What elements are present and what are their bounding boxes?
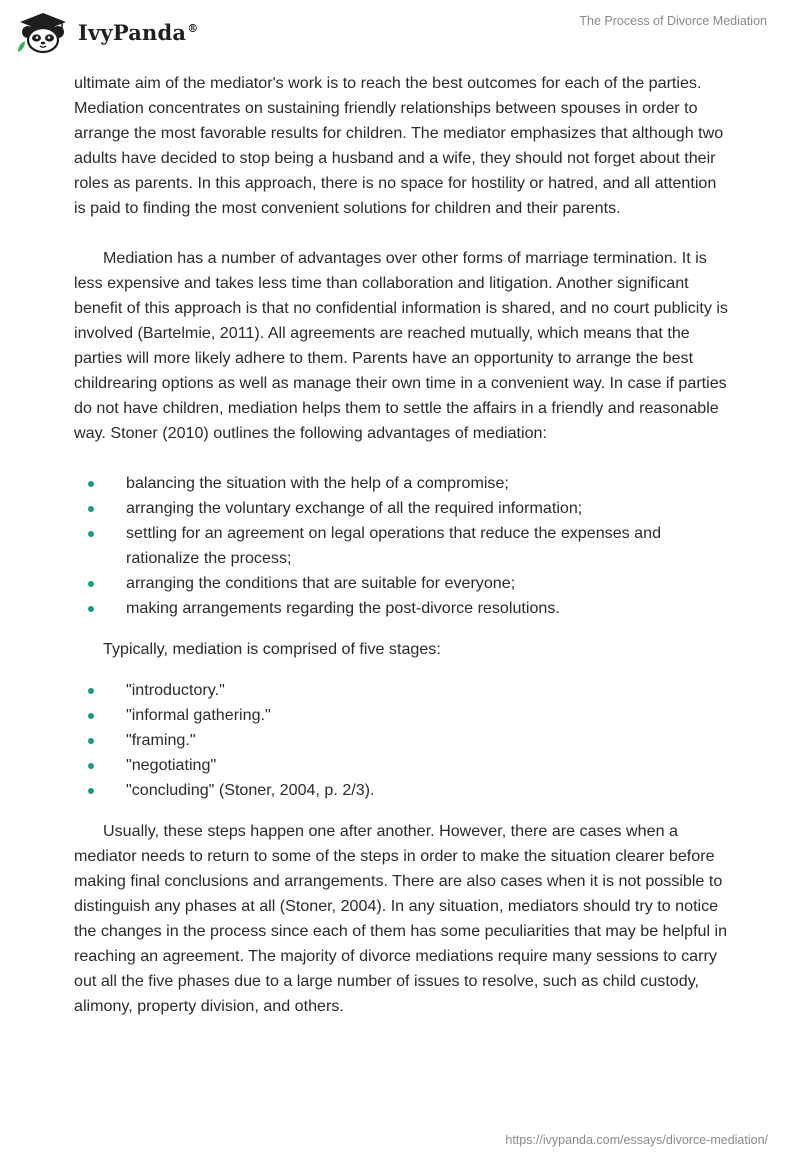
paragraph-advantages: Mediation has a number of advantages over other forms of marriage termination. It is less expensive and takes less time than collaboration and litigation. Another significant benefit of this approach is that no confidential information is shared, and no court publicity is involved (Bartelmie, 2011). All agreements are reached mutually, which means that the parties will more likely adhere to them. Parents have an opportunity to arrange the best childrearing options as well as manage their own time in a convenient way. In case if parties do not have children, mediation helps them to settle the affairs in a friendly and reasonable way. Stoner (2010) outlines the following advantages of mediation:: [74, 249, 728, 442]
list-item: "framing.": [74, 728, 729, 753]
source-url-link[interactable]: https://ivypanda.com/essays/divorce-mediation/: [505, 1133, 768, 1147]
document-title: The Process of Divorce Mediation: [579, 14, 767, 28]
stages-list: [74, 678, 729, 803]
list-item: balancing the situation with the help of a compromise;: [74, 471, 729, 496]
list-item: arranging the voluntary exchange of all the required information;: [74, 496, 729, 521]
paragraph-intro: ultimate aim of the mediator's work is to reach the best outcomes for each of the parties. Mediation concentrates on sustaining friendly relationships between spouses in order to arrange the most favorable results for children. The mediator emphasizes that although two adults have decided to stop being a husband and a wife, they should not forget about their roles as parents. In this approach, there is no space for hostility or hatred, and all attention is paid to finding the most convenient solutions for children and their parents.: [74, 74, 724, 217]
list-item: making arrangements regarding the post-divorce resolutions.: [74, 596, 729, 621]
list-item: "concluding" (Stoner, 2004, p. 2/3).: [74, 778, 729, 803]
advantages-list: [74, 471, 729, 621]
list-item: arranging the conditions that are suitable for everyone;: [74, 571, 729, 596]
list-item: "introductory.": [74, 678, 729, 703]
list-item: settling for an agreement on legal operations that reduce the expenses and rationalize the process;: [74, 521, 729, 571]
logo[interactable]: [16, 10, 198, 54]
stages-intro: Typically, mediation is comprised of five stages:: [103, 640, 441, 658]
list-item: "informal gathering.": [74, 703, 729, 728]
list-item: "negotiating": [74, 753, 729, 778]
page-header: [0, 0, 800, 70]
brand-name: IvyPanda®: [78, 19, 199, 45]
panda-logo-icon: [16, 10, 70, 54]
paragraph-closing: Usually, these steps happen one after another. However, there are cases when a mediator needs to return to some of the steps in order to make the situation clearer before making final conclusions and arrangements. There are also cases when it is not possible to distinguish any phases at all (Stoner, 2004). In any situation, mediators should try to notice the changes in the process since each of them has some peculiarities that may be helpful in reaching an agreement. The majority of divorce mediations require many sessions to carry out all the five phases due to a large number of issues to resolve, such as child custody, alimony, property division, and others.: [74, 822, 728, 1015]
essay-body: [74, 71, 729, 1044]
